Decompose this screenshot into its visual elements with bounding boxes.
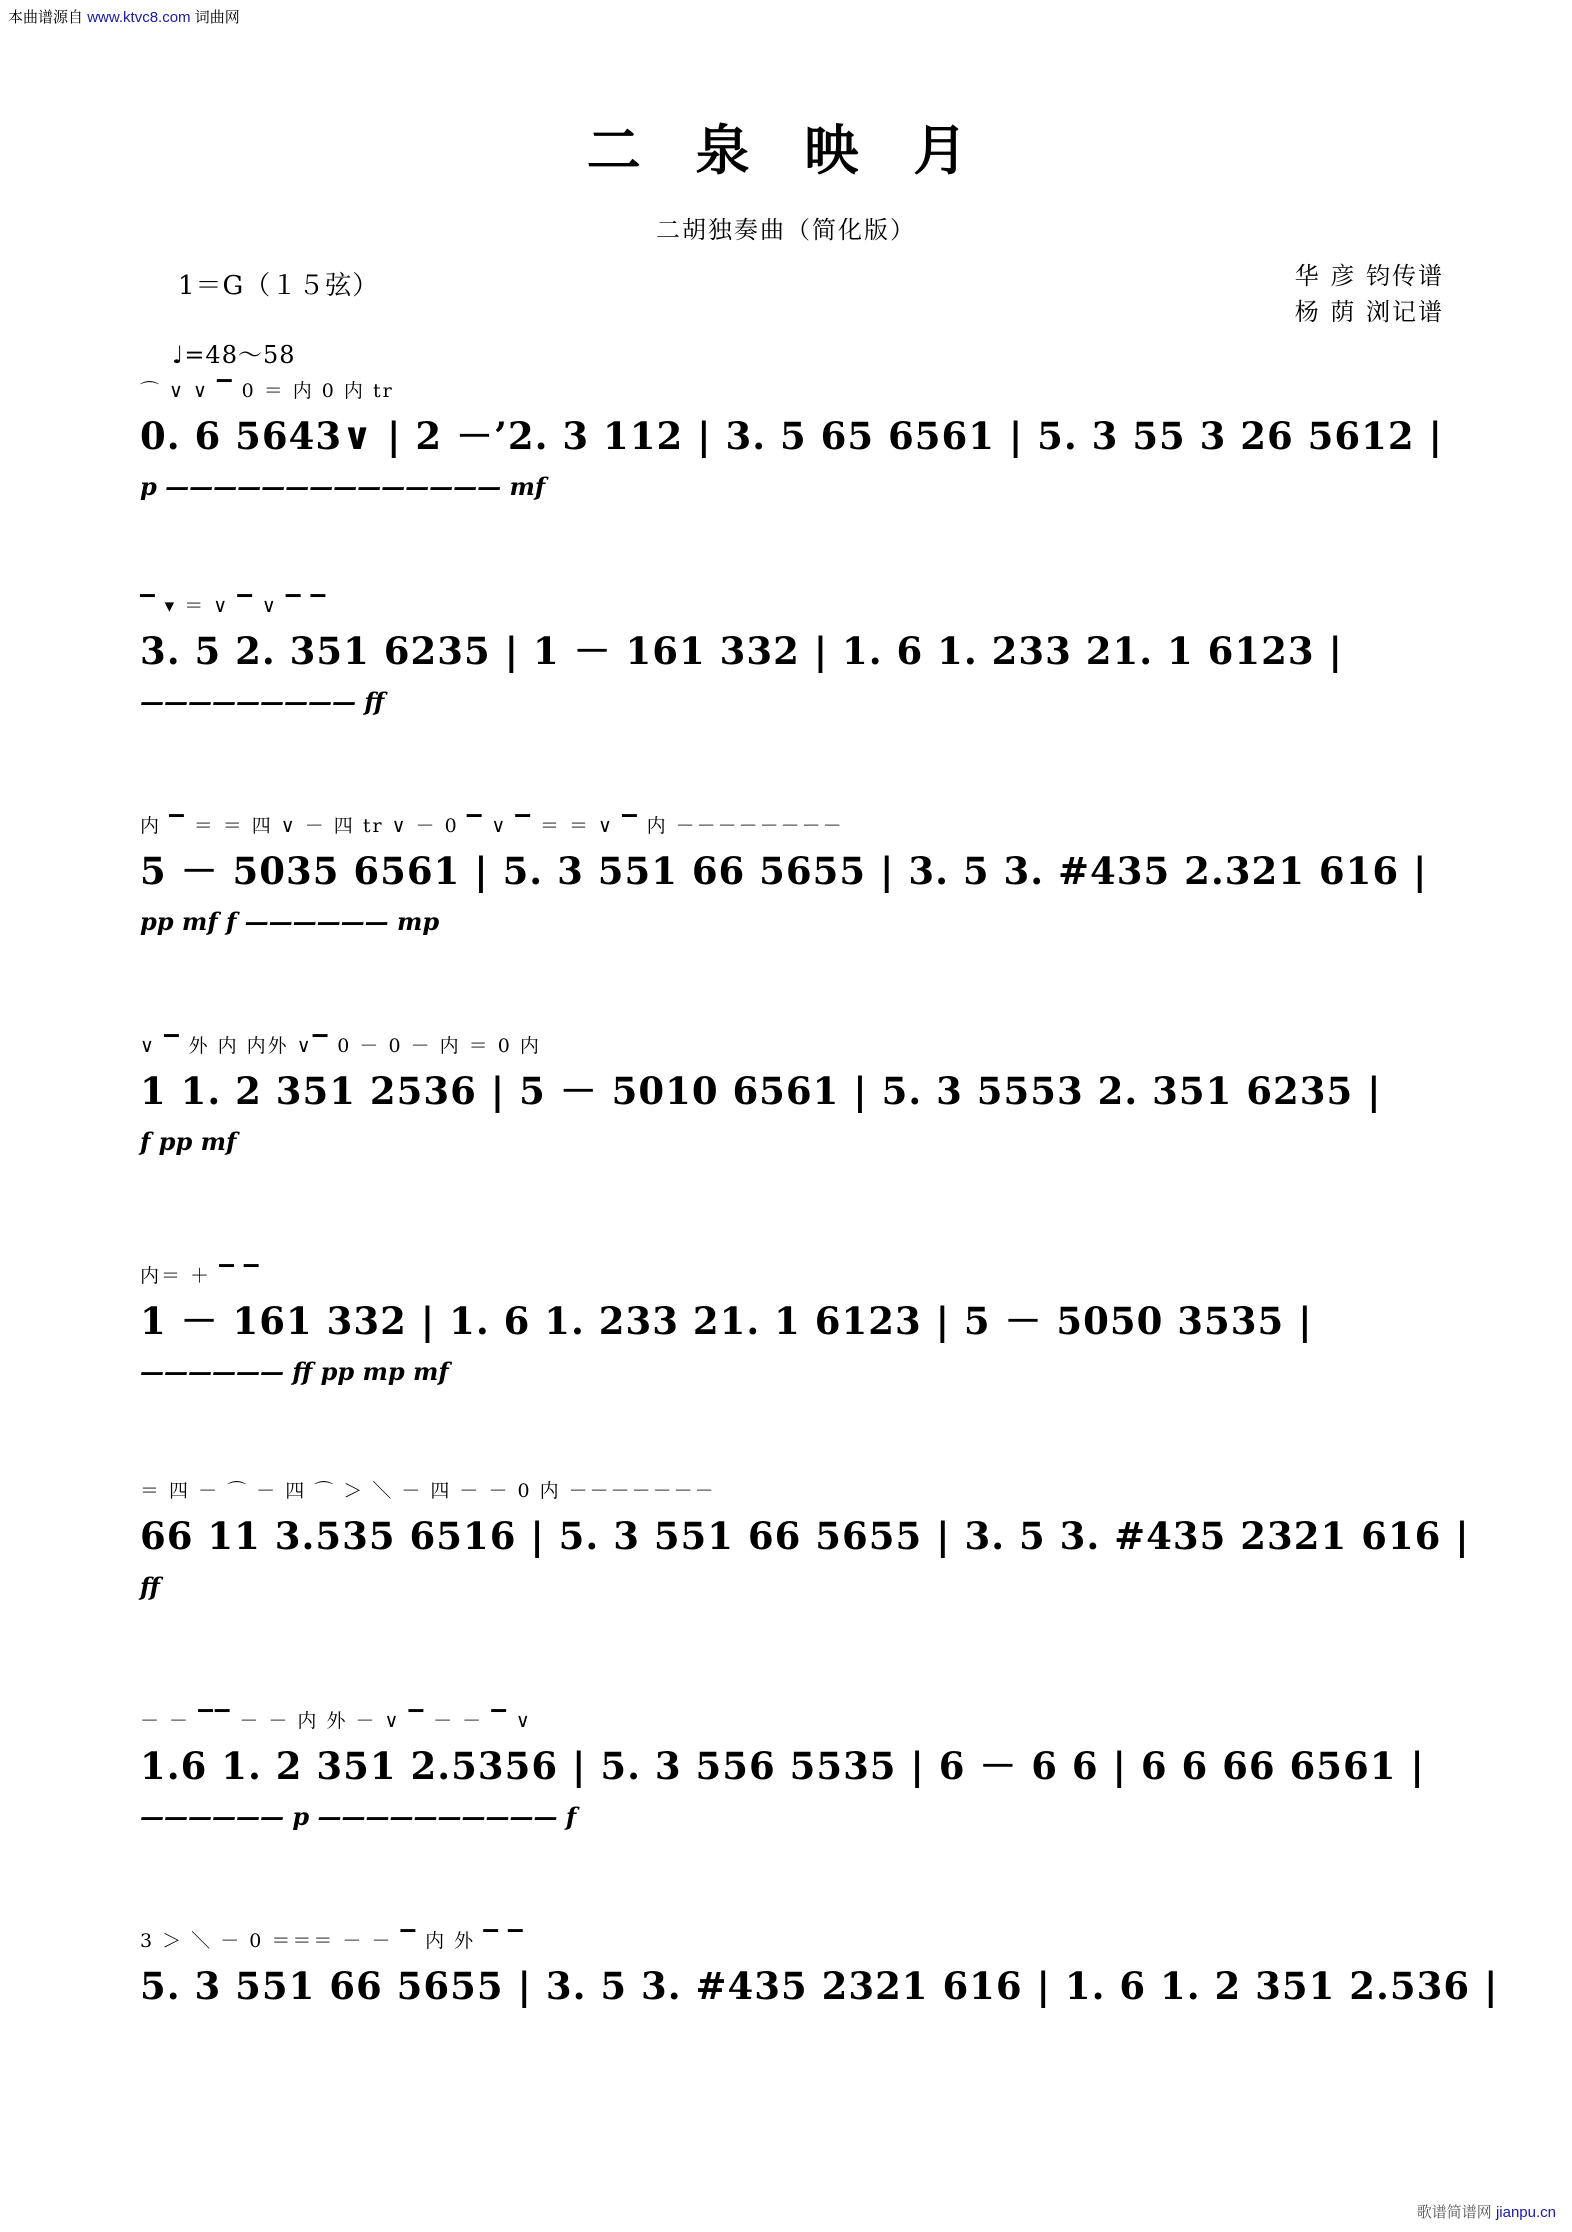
system-8-marks: 3 ＞ ＼ － 0 ＝＝＝ － － ▔ 内 外 ▔ ▔: [140, 1930, 525, 1952]
page-subtitle: 二胡独奏曲（简化版）: [656, 216, 916, 244]
system-1-dynamics: p —————————————— mf: [140, 472, 546, 501]
staff-4: [140, 1035, 1440, 1185]
credit-line-composer: 华 彦 钧传谱: [1294, 262, 1444, 290]
system-5-notes: 1 － 161 332 | 1. 6 1. 233 21. 1 6123 | 5 － 5050 3535 |: [140, 1299, 1313, 1343]
staff-1: [140, 380, 1443, 530]
music-system-8: [140, 1930, 1499, 2080]
source-note-url[interactable]: www.ktvc8.com: [87, 9, 191, 26]
system-4-marks: ∨ ▔ 外 内 内外 ∨▔ 0 － 0 － 内 ＝ 0 内: [140, 1035, 541, 1057]
music-system-2: [140, 595, 1440, 745]
system-3-notes: 5 － 5035 6561 | 5. 3 551 66 5655 | 3. 5 3. #435 2.321 616 |: [140, 849, 1428, 893]
page-title: 二 泉 映 月: [586, 118, 986, 182]
staff-5: [140, 1265, 1440, 1415]
music-system-3: [140, 815, 1440, 965]
system-7-notes: 1.6 1. 2 351 2.5356 | 5. 3 556 5535 | 6 － 6 6 | 6 6 66 6561 |: [140, 1744, 1425, 1788]
music-system-6: [140, 1480, 1470, 1630]
system-3-dynamics: pp mf f —————— mp: [140, 907, 440, 936]
system-1-notes: 0. 6 5643∨ | 2 －’2. 3 112 | 3. 5 65 6561 | 5. 3 55 3 26 5612 |: [140, 414, 1443, 458]
music-system-4: [140, 1035, 1440, 1185]
music-system-1: [140, 380, 1443, 530]
system-5-marks: 内＝ ＋ ▔ ▔: [140, 1265, 261, 1287]
system-4-dynamics: f pp mf: [140, 1127, 237, 1156]
system-5-dynamics: —————— ff pp mp mf: [140, 1357, 449, 1386]
system-8-notes: 5. 3 551 66 5655 | 3. 5 3. #435 2321 616 | 1. 6 1. 2 351 2.536 |: [140, 1964, 1499, 2008]
system-7-marks: － － ▔▔ － － 内 外 － ∨ ▔ － － ▔ ∨: [140, 1710, 532, 1732]
key-signature: 1＝G（１５弦）: [178, 271, 380, 301]
composer-credits: [1295, 258, 1444, 330]
staff-8: [140, 1930, 1499, 2080]
system-7-dynamics: —————— p —————————— f: [140, 1802, 577, 1831]
staff-6: [140, 1480, 1470, 1630]
music-system-7: [140, 1710, 1440, 1860]
system-6-dynamics: ff: [140, 1572, 160, 1601]
source-note: [8, 6, 240, 27]
system-6-notes: 66 11 3.535 6516 | 5. 3 551 66 5655 | 3. 5 3. #435 2321 616 |: [140, 1514, 1470, 1558]
system-4-notes: 1 1. 2 351 2536 | 5 － 5010 6561 | 5. 3 5553 2. 351 6235 |: [140, 1069, 1382, 1113]
watermark-text: 歌谱简谱网: [1416, 2204, 1492, 2221]
tempo-marking: ♩=48～58: [172, 341, 296, 369]
credit-line-transcriber: 杨 荫 浏记谱: [1294, 298, 1444, 326]
system-3-marks: 内 ▔ ＝ ＝ 四 ∨ － 四 tr ∨ － 0 ▔ ∨ ▔ ＝ ＝ ∨ ▔ 内 －－－－－－－－: [140, 815, 844, 837]
system-6-marks: ＝ 四 － ⌒ － 四 ⌒ ＞ ＼ － 四 － － 0 内 －－－－－－－: [140, 1480, 716, 1502]
source-note-suffix: 词曲网: [194, 9, 240, 26]
staff-7: [140, 1710, 1440, 1860]
source-note-prefix: 本曲谱源自: [8, 9, 84, 26]
watermark: [1417, 2201, 1556, 2222]
system-2-marks: ▔ ▾ ＝ ∨ ▔ ∨ ▔ ▔: [140, 595, 328, 617]
staff-2: [140, 595, 1440, 745]
music-system-5: [140, 1265, 1440, 1415]
system-2-notes: 3. 5 2. 351 6235 | 1 － 161 332 | 1. 6 1. 233 21. 1 6123 |: [140, 629, 1343, 673]
staff-3: [140, 815, 1440, 965]
watermark-url: jianpu.cn: [1495, 2204, 1556, 2221]
system-1-marks: ⌒ ∨ ∨ ▔ 0 ＝ 内 0 内 tr: [140, 380, 394, 402]
system-2-dynamics: ————————— ff: [140, 687, 385, 716]
